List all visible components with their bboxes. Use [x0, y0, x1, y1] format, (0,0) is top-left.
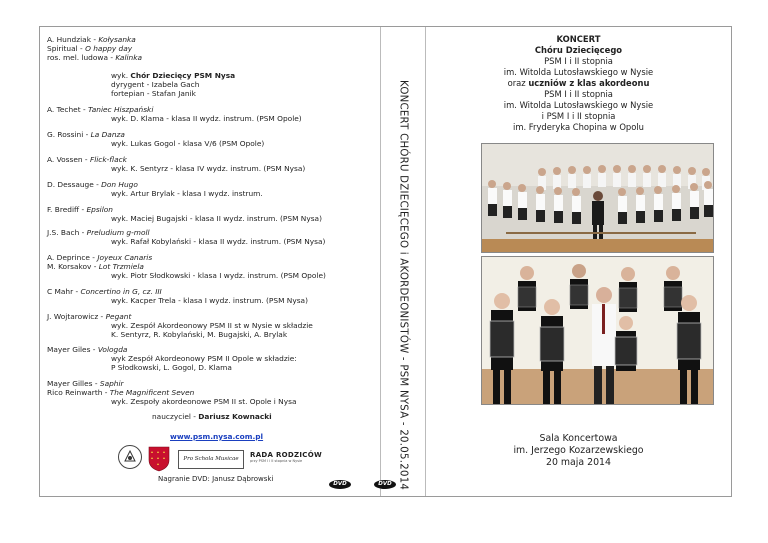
- back-cover-program: [40, 27, 380, 496]
- program-item-15: Mayer Gilles - Saphir: [47, 379, 124, 388]
- concert-subheading: Chóru Dziecięcego: [534, 45, 623, 55]
- dvd-cover: [39, 26, 732, 497]
- program-item-8: F. Brediff - Epsilon: [47, 205, 113, 214]
- nysa-coat-of-arms-icon: [148, 446, 170, 476]
- venue-label: Sala Koncertowa: [539, 433, 618, 444]
- concert-date: 20 maja 2014: [546, 457, 611, 468]
- front-line: PSM I i II stopnia: [544, 56, 613, 66]
- front-cover: [426, 27, 731, 496]
- program-item-10: A. Deprince - Joyeux Canaris: [47, 253, 153, 262]
- front-line: i PSM I i II stopnia: [541, 111, 616, 121]
- performer-line: K. Sentyrz, R. Kobylański, M. Bugajski, A. Brylak: [111, 330, 288, 339]
- concert-heading: KONCERT: [556, 34, 601, 44]
- front-line: im. Witolda Lutosławskiego w Nysie: [503, 100, 654, 110]
- pianist: fortepian - Stafan Janik: [111, 89, 196, 98]
- front-line: im. Witolda Lutosławskiego w Nysie: [503, 67, 654, 77]
- accordion-ensemble-photo: [481, 256, 714, 405]
- front-line: PSM I i II stopnia: [544, 89, 613, 99]
- pro-schola-musicae-logo: Pro Schola Musicae: [178, 450, 244, 469]
- performer-choir: wyk. Chór Dziecięcy PSM Nysa: [111, 71, 236, 80]
- program-item-5: G. Rossini - La Danza: [47, 130, 125, 139]
- performer-line: wyk Zespół Akordeonowy PSM II Opole w składzie:: [111, 354, 297, 363]
- front-line: im. Fryderyka Chopina w Opolu: [513, 122, 644, 132]
- school-crest-logo: [118, 445, 142, 469]
- conductor: dyrygent - Izabela Gach: [111, 80, 200, 89]
- venue-name: im. Jerzego Kozarzewskiego: [513, 445, 644, 456]
- choir-photo: [481, 143, 714, 253]
- spine: [380, 27, 426, 496]
- performer-line: wyk. Piotr Słodkowski - klasa I wydz. instrum. (PSM Opole): [111, 271, 326, 280]
- dvd-logo-icon: DVD: [374, 480, 396, 489]
- performer-line: wyk. D. Klama - klasa II wydz. instrum. (PSM Opole): [111, 114, 302, 123]
- program-item-3: ros. mel. ludowa - Kalinka: [47, 53, 143, 62]
- program-item-13: J. Wojtarowicz - Pegant: [47, 312, 132, 321]
- program-item-6: A. Vossen - Flick-flack: [47, 155, 127, 164]
- program-item-2: Spiritual - O happy day: [47, 44, 133, 53]
- performer-line: P Słodkowski, L. Gogol, D. Klama: [111, 363, 232, 372]
- performer-line: wyk. Zespół Akordeonowy PSM II st w Nysie w składzie: [111, 321, 313, 330]
- recording-credit: Nagranie DVD: Janusz Dąbrowski: [158, 475, 274, 483]
- dvd-logo-icon: DVD: [329, 480, 351, 489]
- program-item-14: Mayer Giles - Vologda: [47, 345, 128, 354]
- spine-title: KONCERT CHÓRU DZIECIĘCEGO i AKORDEONISTÓW - PSM NYSA - 20.05.2014: [397, 80, 409, 491]
- performer-line: wyk. Lukas Gogol - klasa V/6 (PSM Opole): [111, 139, 265, 148]
- performer-line: wyk. Artur Brylak - klasa I wydz. instrum.: [111, 189, 263, 198]
- rada-rodzicow-logo: RADA RODZICÓW przy PSM I i II stopnia w Nysie: [250, 451, 323, 463]
- program-item-11: M. Korsakov - Lot Trzmiela: [47, 262, 144, 271]
- performer-line: wyk. Maciej Bugajski - klasa II wydz. instrum. (PSM Nysa): [111, 214, 322, 223]
- performer-line: wyk. K. Sentyrz - klasa IV wydz. instrum. (PSM Nysa): [111, 164, 306, 173]
- front-line: oraz uczniów z klas akordeonu: [507, 78, 650, 88]
- program-item-16: Rico Reinwarth - The Magnificent Seven: [47, 388, 195, 397]
- program-item-1: A. Hundziak - Kołysanka: [47, 35, 136, 44]
- performer-line: wyk. Rafał Kobylański - klasa II wydz. instrum. (PSM Nysa): [111, 237, 326, 246]
- program-item-7: D. Dessauge - Don Hugo: [47, 180, 138, 189]
- website-link[interactable]: www.psm.nysa.com.pl: [170, 432, 264, 441]
- program-item-12: C Mahr - Concertino in G, cz. III: [47, 287, 162, 296]
- teacher-credit: nauczyciel - Dariusz Kownacki: [152, 412, 272, 421]
- program-item-4: A. Techet - Taniec Hiszpański: [47, 105, 154, 114]
- program-item-9: J.S. Bach - Preludium g-moll: [47, 228, 150, 237]
- performer-line: wyk. Kacper Trela - klasa I wydz. instrum. (PSM Nysa): [111, 296, 308, 305]
- performer-line: wyk. Zespoły akordeonowe PSM II st. Opole i Nysa: [111, 397, 297, 406]
